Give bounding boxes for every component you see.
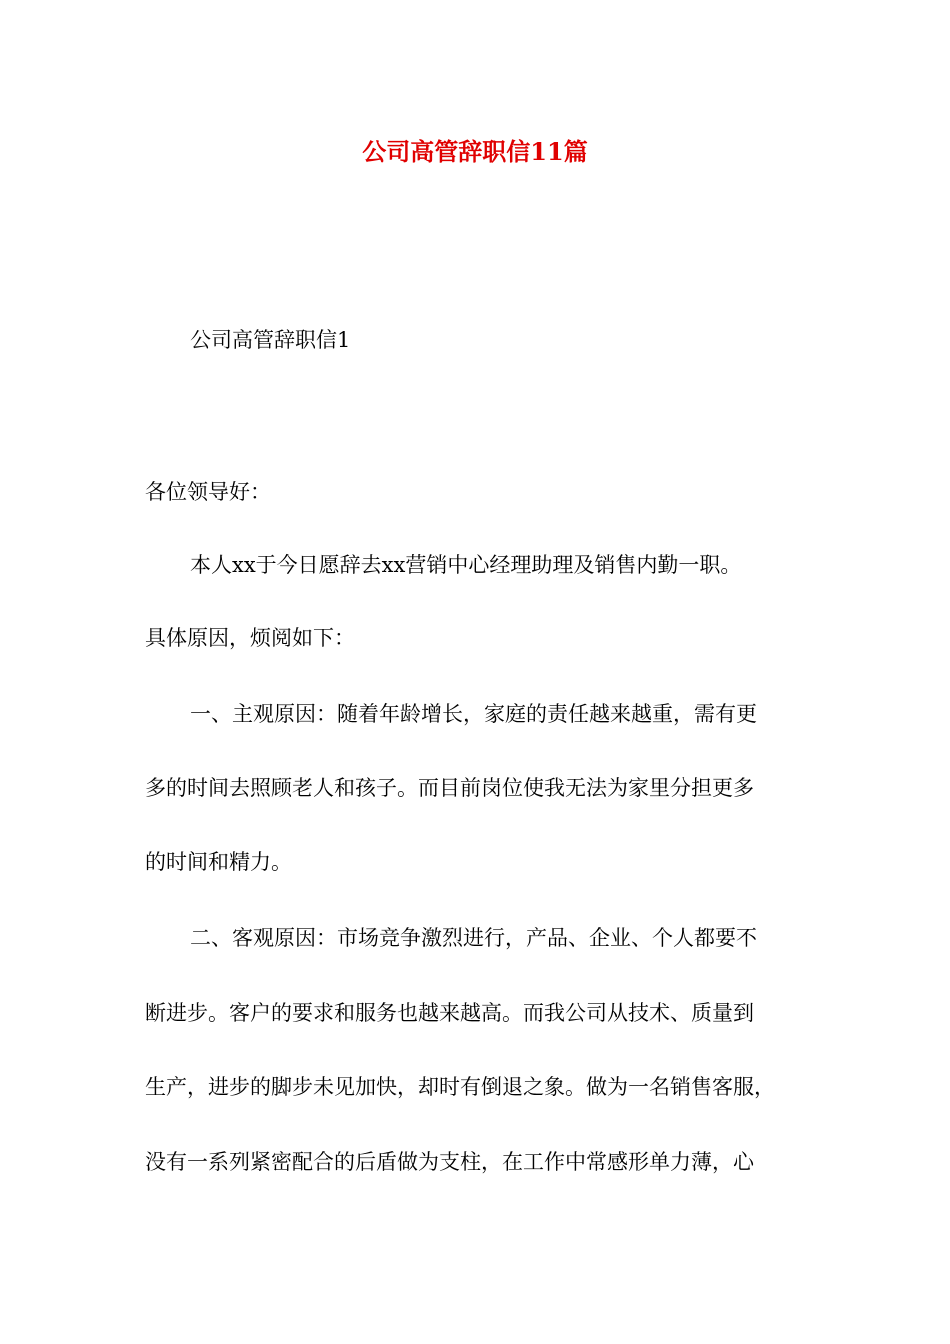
body-line: 多的时间去照顾老人和孩子。而目前岗位使我无法为家里分担更多 — [145, 776, 754, 800]
body-line: 一、主观原因：随着年龄增长，家庭的责任越来越重，需有更 — [190, 702, 757, 726]
document-title: 公司高管辞职信11篇 — [362, 137, 588, 166]
body-line: 的时间和精力。 — [145, 850, 292, 874]
salutation: 各位领导好： — [145, 480, 271, 504]
body-line: 本人xx于今日愿辞去xx营销中心经理助理及销售内勤一职。 — [190, 553, 742, 577]
body-line: 断进步。客户的要求和服务也越来越高。而我公司从技术、质量到 — [145, 1001, 754, 1025]
body-line: 具体原因，烦阅如下： — [145, 626, 355, 650]
section-heading: 公司高管辞职信1 — [190, 328, 351, 352]
body-line: 生产，进步的脚步未见加快，却时有倒退之象。做为一名销售客服， — [145, 1075, 775, 1099]
body-line: 二、客观原因：市场竞争激烈进行，产品、企业、个人都要不 — [190, 926, 757, 950]
body-line: 没有一系列紧密配合的后盾做为支柱，在工作中常感形单力薄，心 — [145, 1150, 754, 1174]
